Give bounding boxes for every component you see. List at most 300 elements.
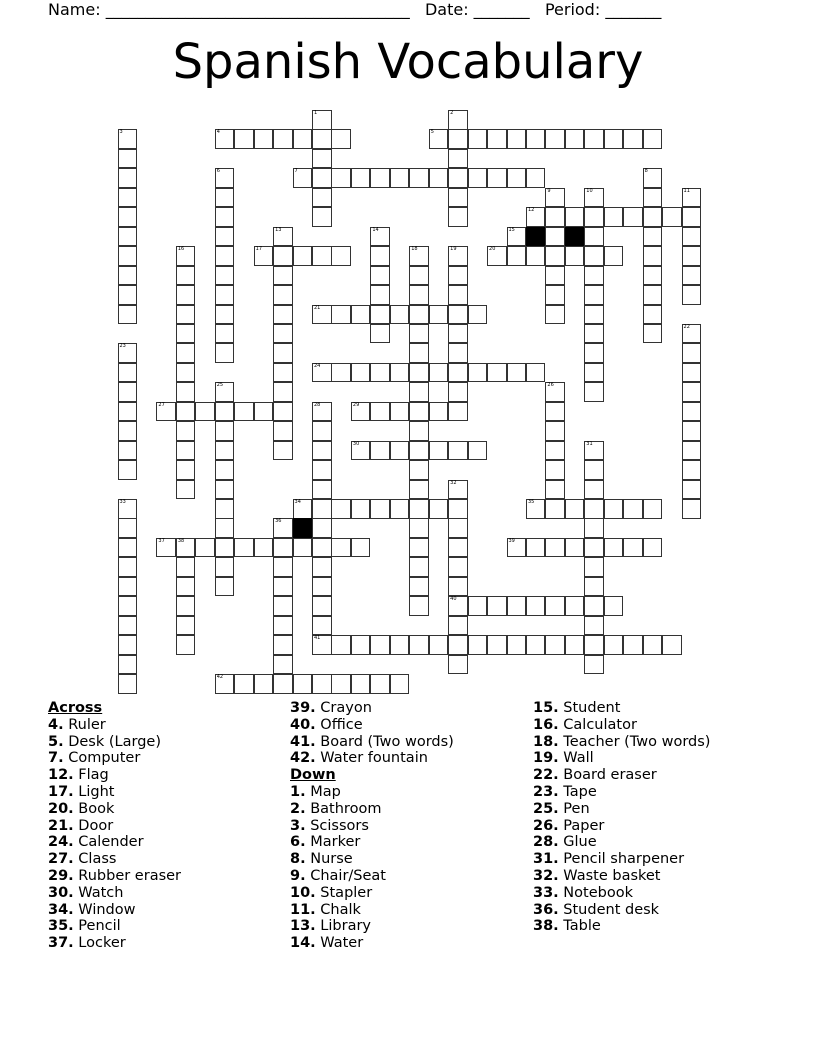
grid-cell[interactable] [682, 363, 702, 383]
grid-cell[interactable] [273, 596, 293, 616]
grid-cell[interactable] [370, 168, 390, 188]
grid-cell[interactable] [584, 305, 604, 325]
grid-cell[interactable] [409, 460, 429, 480]
grid-cell[interactable] [429, 363, 449, 383]
grid-cell[interactable] [682, 207, 702, 227]
grid-cell[interactable] [331, 168, 351, 188]
grid-cell[interactable] [409, 402, 429, 422]
grid-cell[interactable] [234, 402, 254, 422]
grid-cell[interactable] [545, 538, 565, 558]
grid-cell[interactable] [584, 518, 604, 538]
grid-cell[interactable] [215, 480, 235, 500]
grid-cell[interactable] [176, 635, 196, 655]
grid-cell[interactable] [448, 324, 468, 344]
grid-cell[interactable] [370, 402, 390, 422]
grid-cell[interactable] [643, 499, 663, 519]
grid-cell[interactable] [118, 227, 138, 247]
grid-cell[interactable] [176, 577, 196, 597]
grid-cell[interactable] [584, 635, 604, 655]
grid-cell[interactable] [118, 538, 138, 558]
grid-cell[interactable] [526, 207, 546, 227]
grid-cell[interactable] [370, 305, 390, 325]
grid-cell[interactable] [468, 596, 488, 616]
grid-cell[interactable] [526, 168, 546, 188]
grid-cell[interactable] [643, 207, 663, 227]
grid-cell[interactable] [351, 363, 371, 383]
grid-cell[interactable] [584, 557, 604, 577]
grid-cell[interactable] [448, 285, 468, 305]
grid-cell[interactable] [195, 538, 215, 558]
grid-cell[interactable] [682, 227, 702, 247]
grid-cell[interactable] [409, 305, 429, 325]
grid-cell[interactable] [487, 246, 507, 266]
grid-cell[interactable] [118, 596, 138, 616]
grid-cell[interactable] [234, 129, 254, 149]
grid-cell[interactable] [448, 382, 468, 402]
grid-cell[interactable] [176, 266, 196, 286]
grid-cell[interactable] [176, 616, 196, 636]
grid-cell[interactable] [545, 285, 565, 305]
grid-cell[interactable] [643, 227, 663, 247]
grid-cell[interactable] [429, 635, 449, 655]
grid-cell[interactable] [565, 246, 585, 266]
grid-cell[interactable] [273, 441, 293, 461]
grid-cell[interactable] [643, 129, 663, 149]
grid-cell[interactable] [526, 635, 546, 655]
grid-cell[interactable] [215, 441, 235, 461]
grid-cell[interactable] [370, 266, 390, 286]
grid-cell[interactable] [312, 499, 332, 519]
grid-cell[interactable] [584, 363, 604, 383]
grid-cell[interactable] [118, 149, 138, 169]
grid-cell[interactable] [331, 129, 351, 149]
grid-cell[interactable] [331, 635, 351, 655]
grid-cell[interactable] [312, 305, 332, 325]
grid-cell[interactable] [312, 674, 332, 694]
grid-cell[interactable] [545, 596, 565, 616]
grid-cell[interactable] [215, 188, 235, 208]
grid-cell[interactable] [604, 207, 624, 227]
grid-cell[interactable] [118, 266, 138, 286]
grid-cell[interactable] [604, 246, 624, 266]
grid-cell[interactable] [643, 285, 663, 305]
grid-cell[interactable] [409, 382, 429, 402]
grid-cell[interactable] [215, 460, 235, 480]
grid-cell[interactable] [409, 441, 429, 461]
grid-cell[interactable] [584, 441, 604, 461]
grid-cell[interactable] [351, 168, 371, 188]
grid-cell[interactable] [118, 129, 138, 149]
grid-cell[interactable] [176, 480, 196, 500]
grid-cell[interactable] [409, 168, 429, 188]
grid-cell[interactable] [468, 305, 488, 325]
grid-cell[interactable] [545, 305, 565, 325]
grid-cell[interactable] [448, 480, 468, 500]
grid-cell[interactable] [215, 518, 235, 538]
grid-cell[interactable] [409, 343, 429, 363]
grid-cell[interactable] [448, 616, 468, 636]
grid-cell[interactable] [118, 518, 138, 538]
grid-cell[interactable] [176, 460, 196, 480]
grid-cell[interactable] [273, 305, 293, 325]
grid-cell[interactable] [118, 460, 138, 480]
grid-cell[interactable] [584, 285, 604, 305]
grid-cell[interactable] [176, 557, 196, 577]
grid-cell[interactable] [429, 441, 449, 461]
grid-cell[interactable] [118, 499, 138, 519]
grid-cell[interactable] [331, 674, 351, 694]
grid-cell[interactable] [526, 129, 546, 149]
grid-cell[interactable] [273, 616, 293, 636]
grid-cell[interactable] [526, 596, 546, 616]
grid-cell[interactable] [623, 635, 643, 655]
grid-cell[interactable] [118, 635, 138, 655]
grid-cell[interactable] [254, 538, 274, 558]
grid-cell[interactable] [565, 538, 585, 558]
grid-cell[interactable] [409, 499, 429, 519]
grid-cell[interactable] [273, 635, 293, 655]
grid-cell[interactable] [118, 402, 138, 422]
grid-cell[interactable] [584, 207, 604, 227]
grid-cell[interactable] [468, 168, 488, 188]
grid-cell[interactable] [273, 577, 293, 597]
grid-cell[interactable] [545, 266, 565, 286]
grid-cell[interactable] [390, 635, 410, 655]
grid-cell[interactable] [545, 421, 565, 441]
grid-cell[interactable] [565, 129, 585, 149]
grid-cell[interactable] [448, 538, 468, 558]
grid-cell[interactable] [448, 149, 468, 169]
grid-cell[interactable] [215, 305, 235, 325]
grid-cell[interactable] [584, 129, 604, 149]
grid-cell[interactable] [234, 674, 254, 694]
grid-cell[interactable] [331, 499, 351, 519]
grid-cell[interactable] [662, 635, 682, 655]
grid-cell[interactable] [682, 188, 702, 208]
grid-cell[interactable] [293, 538, 313, 558]
grid-cell[interactable] [176, 441, 196, 461]
grid-cell[interactable] [351, 441, 371, 461]
grid-cell[interactable] [254, 246, 274, 266]
grid-cell[interactable] [643, 538, 663, 558]
grid-cell[interactable] [448, 596, 468, 616]
grid-cell[interactable] [468, 129, 488, 149]
grid-cell[interactable] [604, 635, 624, 655]
grid-cell[interactable] [370, 441, 390, 461]
grid-cell[interactable] [312, 168, 332, 188]
grid-cell[interactable] [273, 246, 293, 266]
grid-cell[interactable] [584, 596, 604, 616]
grid-cell[interactable] [448, 557, 468, 577]
grid-cell[interactable] [409, 577, 429, 597]
grid-cell[interactable] [682, 441, 702, 461]
grid-cell[interactable] [176, 402, 196, 422]
grid-cell[interactable] [409, 266, 429, 286]
grid-cell[interactable] [507, 363, 527, 383]
grid-cell[interactable] [254, 129, 274, 149]
grid-cell[interactable] [118, 363, 138, 383]
grid-cell[interactable] [448, 577, 468, 597]
grid-cell[interactable] [370, 499, 390, 519]
grid-cell[interactable] [312, 421, 332, 441]
grid-cell[interactable] [507, 596, 527, 616]
grid-cell[interactable] [390, 402, 410, 422]
grid-cell[interactable] [293, 674, 313, 694]
grid-cell[interactable] [682, 324, 702, 344]
grid-cell[interactable] [487, 363, 507, 383]
grid-cell[interactable] [118, 674, 138, 694]
grid-cell[interactable] [526, 499, 546, 519]
grid-cell[interactable] [429, 129, 449, 149]
grid-cell[interactable] [584, 538, 604, 558]
grid-cell[interactable] [118, 421, 138, 441]
grid-cell[interactable] [409, 596, 429, 616]
grid-cell[interactable] [507, 168, 527, 188]
grid-cell[interactable] [215, 538, 235, 558]
grid-cell[interactable] [604, 596, 624, 616]
grid-cell[interactable] [682, 343, 702, 363]
grid-cell[interactable] [526, 363, 546, 383]
grid-cell[interactable] [604, 129, 624, 149]
grid-cell[interactable] [448, 246, 468, 266]
grid-cell[interactable] [370, 674, 390, 694]
grid-cell[interactable] [390, 674, 410, 694]
grid-cell[interactable] [584, 246, 604, 266]
grid-cell[interactable] [448, 168, 468, 188]
grid-cell[interactable] [293, 246, 313, 266]
grid-cell[interactable] [312, 538, 332, 558]
grid-cell[interactable] [526, 246, 546, 266]
grid-cell[interactable] [312, 363, 332, 383]
grid-cell[interactable] [312, 246, 332, 266]
grid-cell[interactable] [468, 441, 488, 461]
grid-cell[interactable] [643, 266, 663, 286]
grid-cell[interactable] [448, 188, 468, 208]
grid-cell[interactable] [370, 285, 390, 305]
grid-cell[interactable] [584, 324, 604, 344]
grid-cell[interactable] [215, 285, 235, 305]
grid-cell[interactable] [584, 266, 604, 286]
grid-cell[interactable] [448, 129, 468, 149]
grid-cell[interactable] [565, 635, 585, 655]
grid-cell[interactable] [545, 402, 565, 422]
grid-cell[interactable] [273, 402, 293, 422]
grid-cell[interactable] [643, 635, 663, 655]
grid-cell[interactable] [584, 227, 604, 247]
grid-cell[interactable] [565, 596, 585, 616]
grid-cell[interactable] [623, 207, 643, 227]
grid-cell[interactable] [254, 402, 274, 422]
grid-cell[interactable] [215, 266, 235, 286]
grid-cell[interactable] [448, 110, 468, 130]
grid-cell[interactable] [176, 538, 196, 558]
grid-cell[interactable] [312, 616, 332, 636]
grid-cell[interactable] [545, 227, 565, 247]
grid-cell[interactable] [682, 246, 702, 266]
grid-cell[interactable] [273, 421, 293, 441]
grid-cell[interactable] [273, 227, 293, 247]
grid-cell[interactable] [643, 246, 663, 266]
grid-cell[interactable] [215, 577, 235, 597]
grid-cell[interactable] [176, 246, 196, 266]
grid-cell[interactable] [312, 441, 332, 461]
grid-cell[interactable] [176, 382, 196, 402]
grid-cell[interactable] [545, 441, 565, 461]
grid-cell[interactable] [273, 655, 293, 675]
grid-cell[interactable] [682, 460, 702, 480]
grid-cell[interactable] [487, 168, 507, 188]
grid-cell[interactable] [623, 499, 643, 519]
grid-cell[interactable] [312, 480, 332, 500]
grid-cell[interactable] [545, 207, 565, 227]
date-blank[interactable]: _______ [473, 0, 530, 19]
grid-cell[interactable] [215, 343, 235, 363]
grid-cell[interactable] [390, 441, 410, 461]
grid-cell[interactable] [273, 129, 293, 149]
grid-cell[interactable] [409, 285, 429, 305]
grid-cell[interactable] [390, 305, 410, 325]
grid-cell[interactable] [468, 363, 488, 383]
grid-cell[interactable] [331, 363, 351, 383]
grid-cell[interactable] [507, 246, 527, 266]
grid-cell[interactable] [545, 129, 565, 149]
grid-cell[interactable] [351, 499, 371, 519]
grid-cell[interactable] [273, 363, 293, 383]
grid-cell[interactable] [273, 324, 293, 344]
grid-cell[interactable] [118, 246, 138, 266]
grid-cell[interactable] [468, 635, 488, 655]
grid-cell[interactable] [215, 207, 235, 227]
grid-cell[interactable] [682, 285, 702, 305]
grid-cell[interactable] [584, 460, 604, 480]
grid-cell[interactable] [643, 168, 663, 188]
grid-cell[interactable] [370, 324, 390, 344]
grid-cell[interactable] [118, 285, 138, 305]
grid-cell[interactable] [176, 343, 196, 363]
grid-cell[interactable] [118, 655, 138, 675]
grid-cell[interactable] [507, 227, 527, 247]
grid-cell[interactable] [273, 382, 293, 402]
grid-cell[interactable] [584, 616, 604, 636]
grid-cell[interactable] [545, 188, 565, 208]
grid-cell[interactable] [584, 480, 604, 500]
grid-cell[interactable] [331, 305, 351, 325]
grid-cell[interactable] [176, 421, 196, 441]
grid-cell[interactable] [584, 655, 604, 675]
grid-cell[interactable] [409, 363, 429, 383]
grid-cell[interactable] [584, 577, 604, 597]
grid-cell[interactable] [545, 246, 565, 266]
grid-cell[interactable] [312, 577, 332, 597]
grid-cell[interactable] [390, 168, 410, 188]
grid-cell[interactable] [370, 246, 390, 266]
grid-cell[interactable] [429, 499, 449, 519]
grid-cell[interactable] [273, 674, 293, 694]
grid-cell[interactable] [176, 324, 196, 344]
grid-cell[interactable] [293, 499, 313, 519]
grid-cell[interactable] [682, 480, 702, 500]
grid-cell[interactable] [273, 557, 293, 577]
grid-cell[interactable] [448, 655, 468, 675]
grid-cell[interactable] [448, 305, 468, 325]
grid-cell[interactable] [584, 343, 604, 363]
grid-cell[interactable] [545, 480, 565, 500]
grid-cell[interactable] [507, 538, 527, 558]
grid-cell[interactable] [448, 343, 468, 363]
grid-cell[interactable] [545, 635, 565, 655]
grid-cell[interactable] [312, 149, 332, 169]
grid-cell[interactable] [215, 674, 235, 694]
grid-cell[interactable] [215, 382, 235, 402]
grid-cell[interactable] [215, 324, 235, 344]
grid-cell[interactable] [409, 246, 429, 266]
grid-cell[interactable] [273, 343, 293, 363]
grid-cell[interactable] [409, 635, 429, 655]
grid-cell[interactable] [409, 557, 429, 577]
grid-cell[interactable] [215, 168, 235, 188]
grid-cell[interactable] [390, 499, 410, 519]
grid-cell[interactable] [370, 227, 390, 247]
grid-cell[interactable] [312, 188, 332, 208]
grid-cell[interactable] [682, 499, 702, 519]
grid-cell[interactable] [604, 499, 624, 519]
grid-cell[interactable] [331, 538, 351, 558]
grid-cell[interactable] [584, 499, 604, 519]
grid-cell[interactable] [176, 285, 196, 305]
grid-cell[interactable] [448, 207, 468, 227]
grid-cell[interactable] [312, 110, 332, 130]
grid-cell[interactable] [118, 577, 138, 597]
grid-cell[interactable] [565, 499, 585, 519]
grid-cell[interactable] [448, 635, 468, 655]
grid-cell[interactable] [604, 538, 624, 558]
grid-cell[interactable] [351, 402, 371, 422]
grid-cell[interactable] [118, 207, 138, 227]
grid-cell[interactable] [507, 129, 527, 149]
grid-cell[interactable] [312, 518, 332, 538]
grid-cell[interactable] [682, 402, 702, 422]
grid-cell[interactable] [487, 129, 507, 149]
grid-cell[interactable] [234, 538, 254, 558]
grid-cell[interactable] [215, 227, 235, 247]
grid-cell[interactable] [118, 168, 138, 188]
grid-cell[interactable] [507, 635, 527, 655]
grid-cell[interactable] [545, 382, 565, 402]
grid-cell[interactable] [312, 596, 332, 616]
grid-cell[interactable] [273, 538, 293, 558]
grid-cell[interactable] [176, 363, 196, 383]
grid-cell[interactable] [390, 363, 410, 383]
grid-cell[interactable] [448, 363, 468, 383]
grid-cell[interactable] [448, 499, 468, 519]
grid-cell[interactable] [331, 246, 351, 266]
grid-cell[interactable] [351, 538, 371, 558]
grid-cell[interactable] [448, 402, 468, 422]
grid-cell[interactable] [118, 305, 138, 325]
grid-cell[interactable] [429, 305, 449, 325]
grid-cell[interactable] [682, 382, 702, 402]
grid-cell[interactable] [273, 266, 293, 286]
grid-cell[interactable] [526, 538, 546, 558]
grid-cell[interactable] [370, 635, 390, 655]
grid-cell[interactable] [215, 246, 235, 266]
grid-cell[interactable] [351, 674, 371, 694]
grid-cell[interactable] [215, 402, 235, 422]
grid-cell[interactable] [370, 363, 390, 383]
grid-cell[interactable] [409, 480, 429, 500]
grid-cell[interactable] [429, 402, 449, 422]
grid-cell[interactable] [409, 518, 429, 538]
